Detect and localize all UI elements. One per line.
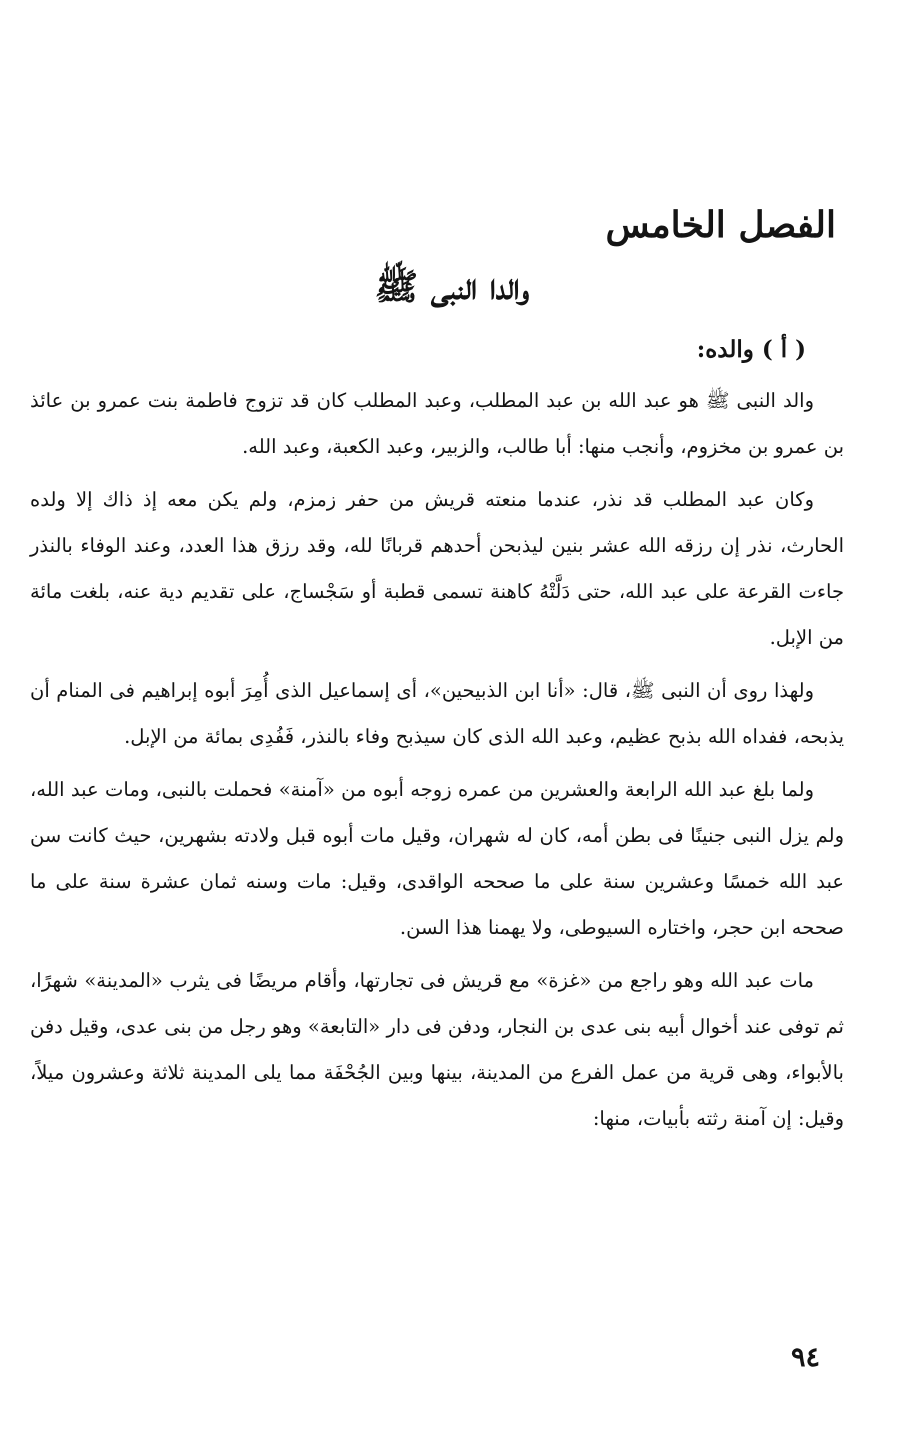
paragraph-4: ولما بلغ عبد الله الرابعة والعشرين من عمره زوجه أبوه من «آمنة» فحملت بالنبى، ومات عبد الله، ولم يزل النبى جنينًا فى بطن أمه، كان له شهران، وقيل مات أبوه قبل ولادته بشهرين، حيث كانت سن عبد الله خمسًا وعشرين سنة على ما صححه الواقدى، وقيل: مات وسنه ثمان عشرة سنة على ما صححه ابن حجر، واختاره السيوطى، ولا يهمنا هذا السن.: [30, 778, 844, 939]
paragraph-5: مات عبد الله وهو راجع من «غزة» مع قريش فى تجارتها، وأقام مريضًا فى يثرب «المدينة» شهرًا، ثم توفى عند أخوال أبيه بنى عدى بن النجار، ودفن فى دار «التابعة» وهو رجل من بنى عدى، وقيل دفن بالأبواء، وهى قرية من عمل الفرع من المدينة، بينها وبين الجُحْفَة مما يلى المدينة ثلاثة وعشرون ميلاً، وقيل: إن آمنة رثته بأبيات، منها:: [29, 969, 844, 1130]
body-text: [30, 378, 844, 1149]
page-number: ٩٤: [790, 1342, 820, 1373]
paragraph-3: ولهذا روى أن النبى ﷺ، قال: «أنا ابن الذبيحين»، أى إسماعيل الذى أُمِرَ أبوه إبراهيم فى المنام أن يذبحه، ففداه الله بذبح عظيم، وعبد الله الذى كان سيذبح وفاء بالنذر، فَفُدِى بمائة من الإبل.: [30, 679, 844, 748]
chapter-heading: الفصل الخامس: [605, 204, 836, 246]
paragraph-1: والد النبى ﷺ هو عبد الله بن عبد المطلب، وعبد المطلب كان قد تزوج فاطمة بنت عمرو بن عائذ بن عمرو بن مخزوم، وأنجب منها: أبا طالب، والزبير، وعبد الكعبة، وعبد الله.: [30, 389, 844, 458]
page-title: والدا النبى ﷺ: [374, 266, 530, 308]
paragraph-2: وكان عبد المطلب قد نذر، عندما منعته قريش من حفر زمزم، ولم يكن معه إذ ذاك إلا ولده الحارث، نذر إن رزقه الله عشر بنين ليذبحن أحدهم قربانًا لله، وقد رزق هذا العدد، وعند الوفاء بالنذر جاءت القرعة على عبد الله، حتى دَلَّتْهُ كاهنة تسمى قطبة أو سَجْساج، على تقديم دية عنه، بلغت مائة من الإبل.: [30, 488, 844, 649]
section-heading: ( أ ) والده:: [696, 336, 806, 363]
